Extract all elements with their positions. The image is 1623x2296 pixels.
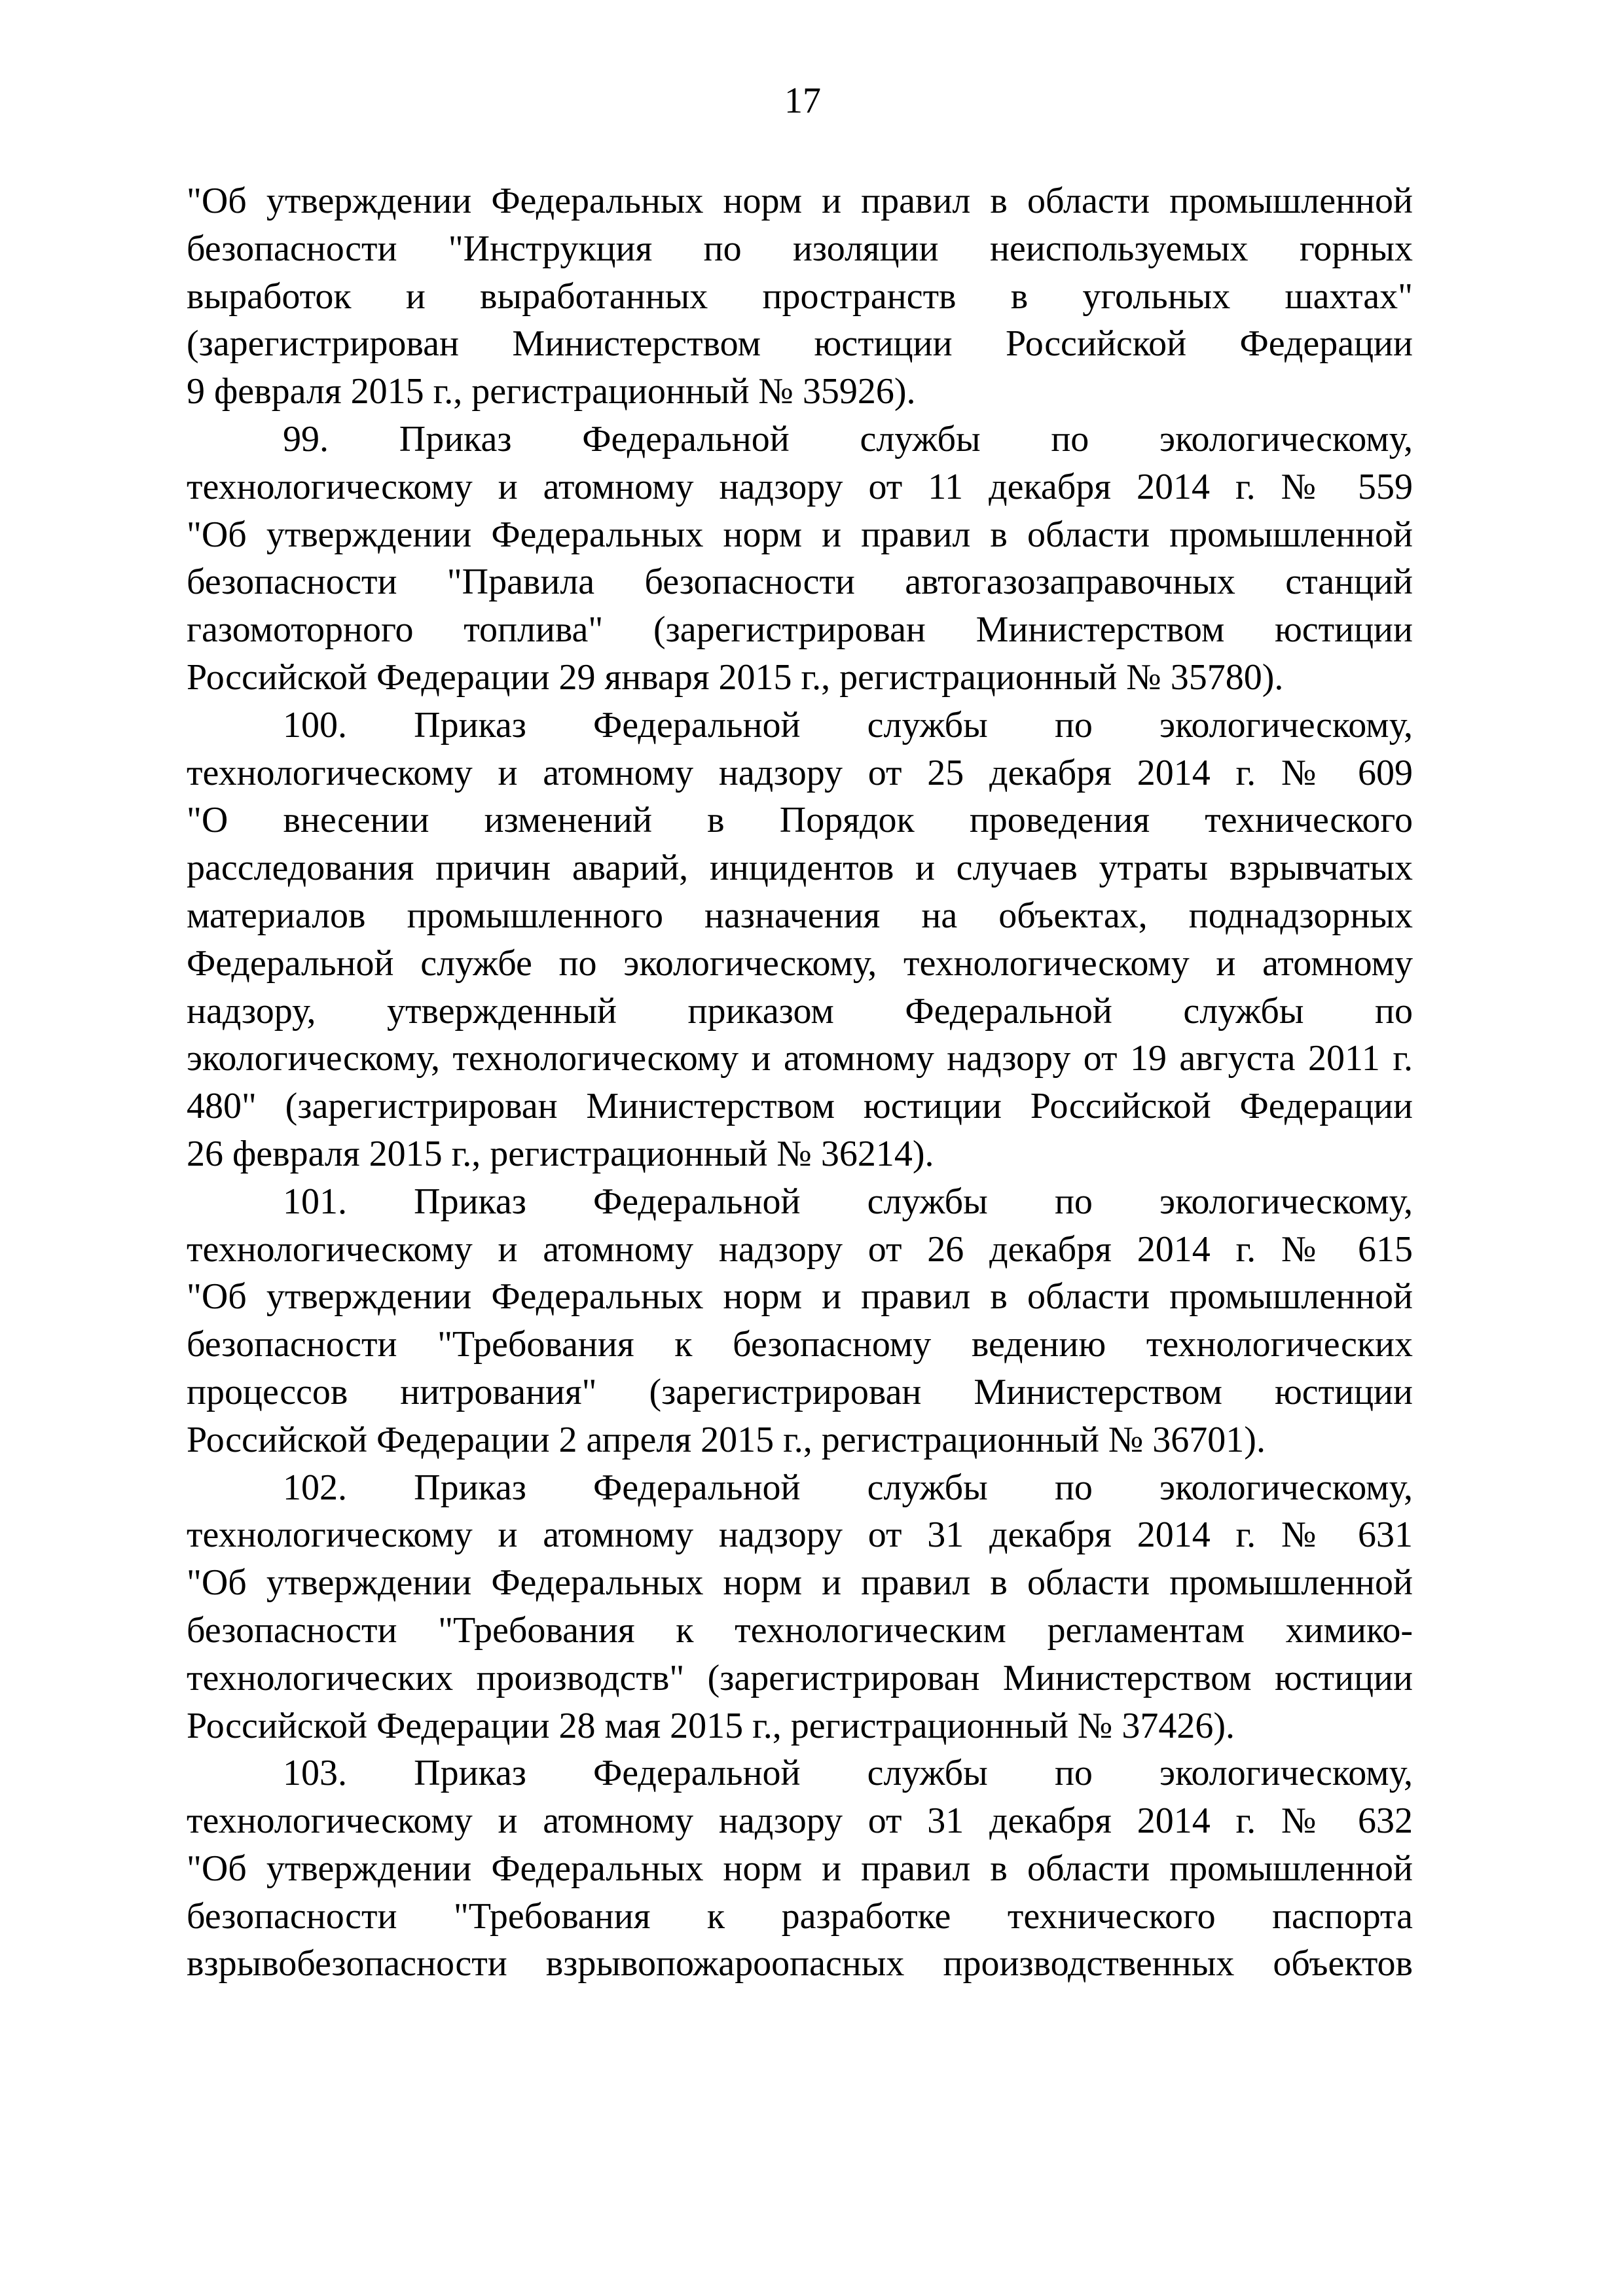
page-number: 17 [784, 81, 821, 121]
text-line: "Об утверждении Федеральных норм и правил в области промышленной [187, 1276, 1413, 1318]
text-line: 9 февраля 2015 г., регистрационный № 35926). [187, 371, 916, 412]
text-line: Российской Федерации 28 мая 2015 г., регистрационный № 37426). [187, 1705, 1235, 1746]
text-line: технологическому и атомному надзору от 31 декабря 2014 г. № 632 [187, 1801, 1413, 1842]
paragraph-item-100 [187, 702, 1413, 1178]
text-line: 101. Приказ Федеральной службы по экологическому, [283, 1181, 1413, 1222]
text-line: безопасности "Правила безопасности автогазозаправочных станций [187, 562, 1413, 603]
text-line: 99. Приказ Федеральной службы по экологическому, [283, 418, 1413, 459]
text-line: технологических производств" (зарегистрирован Министерством юстиции [187, 1657, 1413, 1698]
text-line: "Об утверждении Федеральных норм и правил в области промышленной [187, 181, 1413, 221]
text-line: (зарегистрирован Министерством юстиции Российской Федерации [187, 323, 1413, 365]
text-line: "О внесении изменений в Порядок проведения технического [187, 800, 1413, 841]
text-line: технологическому и атомному надзору от 31 декабря 2014 г. № 631 [187, 1515, 1413, 1556]
text-line: 102. Приказ Федеральной службы по экологическому, [283, 1467, 1413, 1508]
text-line: "Об утверждении Федеральных норм и правил в области промышленной [187, 514, 1413, 555]
paragraph-item-98-continued [187, 177, 1413, 416]
text-line: материалов промышленного назначения на объектах, поднадзорных [187, 895, 1413, 936]
text-line: безопасности "Требования к разработке технического паспорта [187, 1895, 1413, 1937]
document-body [187, 177, 1413, 1988]
paragraph-item-99 [187, 416, 1413, 702]
text-line: выработок и выработанных пространств в угольных шахтах" [187, 276, 1413, 317]
text-line: Российской Федерации 29 января 2015 г., регистрационный № 35780). [187, 656, 1284, 698]
text-line: надзору, утвержденный приказом Федеральной службы по [187, 990, 1413, 1031]
text-line: безопасности "Требования к безопасному ведению технологических [187, 1324, 1413, 1365]
text-line: 26 февраля 2015 г., регистрационный № 36214). [187, 1133, 934, 1174]
paragraph-item-102 [187, 1464, 1413, 1750]
text-line: технологическому и атомному надзору от 26 декабря 2014 г. № 615 [187, 1229, 1413, 1270]
text-line: технологическому и атомному надзору от 11 декабря 2014 г. № 559 [187, 466, 1413, 507]
text-line: газомоторного топлива" (зарегистрирован Министерством юстиции [187, 609, 1413, 651]
text-line: взрывобезопасности взрывопожароопасных производственных объектов [187, 1943, 1413, 1984]
text-line: технологическому и атомному надзору от 25 декабря 2014 г. № 609 [187, 752, 1413, 793]
paragraph-item-103 [187, 1749, 1413, 1988]
text-line: 100. Приказ Федеральной службы по экологическому, [283, 704, 1413, 745]
text-line: процессов нитрования" (зарегистрирован Министерством юстиции [187, 1371, 1413, 1412]
text-line: расследования причин аварий, инцидентов и случаев утраты взрывчатых [187, 848, 1413, 889]
text-line: 103. Приказ Федеральной службы по экологическому, [283, 1753, 1413, 1794]
text-line: Федеральной службе по экологическому, технологическому и атомному [187, 942, 1413, 984]
text-line: Российской Федерации 2 апреля 2015 г., регистрационный № 36701). [187, 1419, 1266, 1460]
paragraph-item-101 [187, 1178, 1413, 1464]
text-line: безопасности "Требования к технологическим регламентам химико- [187, 1609, 1413, 1651]
text-line: "Об утверждении Федеральных норм и правил в области промышленной [187, 1848, 1413, 1889]
text-line: "Об утверждении Федеральных норм и правил в области промышленной [187, 1562, 1413, 1604]
text-line: экологическому, технологическому и атомному надзору от 19 августа 2011 г. [187, 1038, 1413, 1079]
text-line: 480" (зарегистрирован Министерством юстиции Российской Федерации [187, 1086, 1413, 1127]
text-line: безопасности "Инструкция по изоляции неиспользуемых горных [187, 228, 1413, 269]
